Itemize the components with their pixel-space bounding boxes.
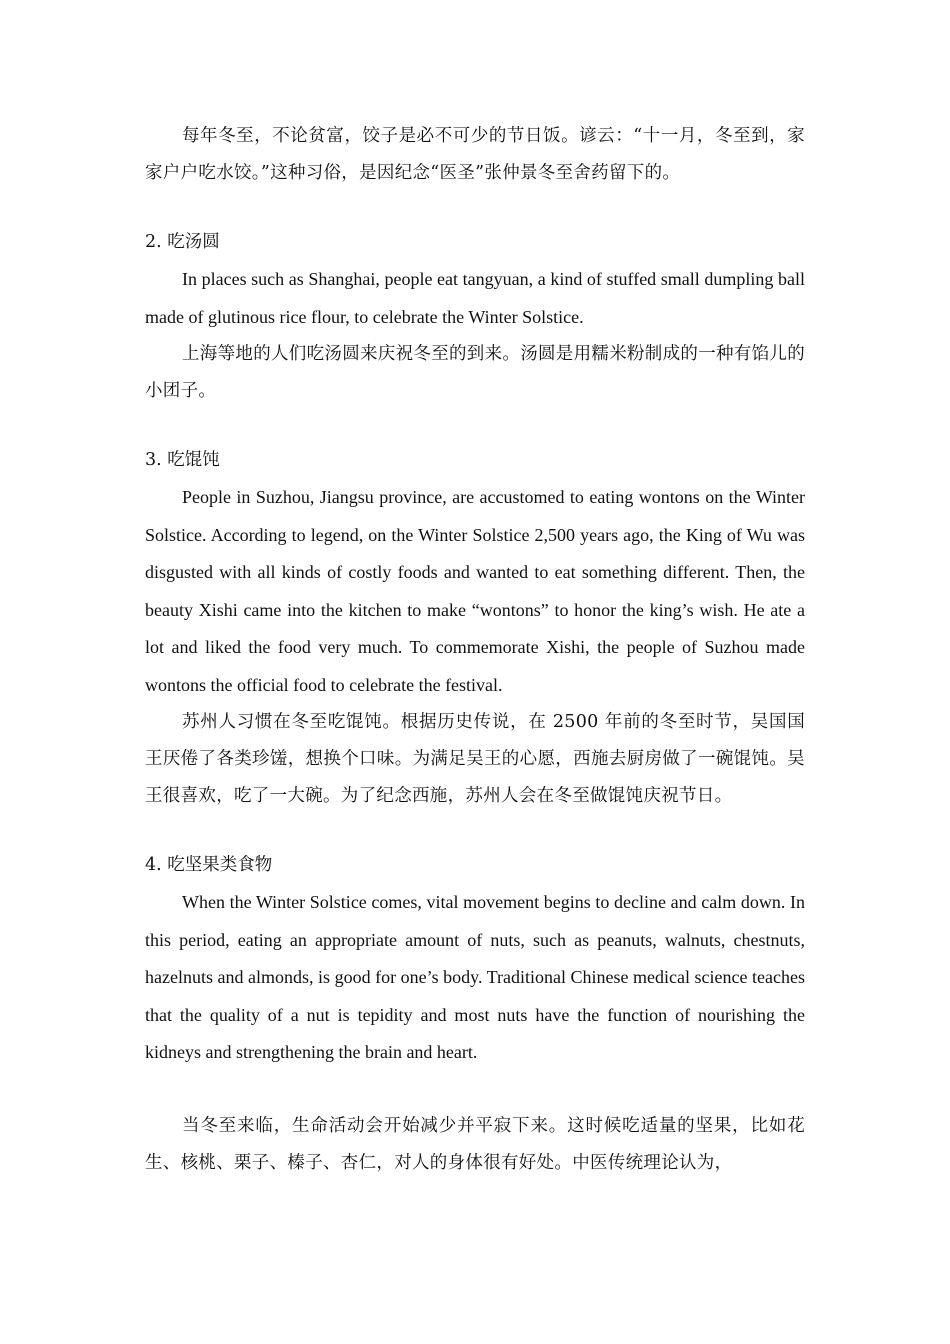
wontons-paragraph-en: People in Suzhou, Jiangsu province, are accustomed to eating wontons on the Winter Solstice. According to legend, on the Winter Solstice 2,500 years ago, the King of Wu was disgusted with all kinds of costly foods and wanted to eat something different. Then, the beauty Xishi came into the kitchen to make “wontons” to honor the king’s wish. He ate a lot and liked the food very much. To commemorate Xishi, the people of Suzhou made wontons the official food to celebrate the festival. bbox=[145, 487, 805, 695]
paragraph-gap bbox=[145, 1072, 805, 1108]
dumplings-paragraph-zh: 每年冬至，不论贫富，饺子是必不可少的节日饭。谚云：“十一月，冬至到，家家户户吃水饺。”这种习俗，是因纪念“医圣”张仲景冬至舍药留下的。 bbox=[145, 126, 805, 183]
tangyuan-paragraph-zh: 上海等地的人们吃汤圆来庆祝冬至的到来。汤圆是用糯米粉制成的一种有馅儿的小团子。 bbox=[145, 344, 805, 401]
wontons-paragraph-zh: 苏州人习惯在冬至吃馄饨。根据历史传说，在 2500 年前的冬至时节，吴国国王厌倦了各类珍馐，想换个口味。为满足吴王的心愿，西施去厨房做了一碗馄饨。吴王很喜欢，吃了一大碗。为了纪念西施，苏州人会在冬至做馄饨庆祝节日。 bbox=[145, 712, 805, 806]
document-page bbox=[145, 118, 805, 1182]
section-heading-nuts: 4. 吃坚果类食物 bbox=[145, 855, 273, 875]
section-heading-tangyuan: 2. 吃汤圆 bbox=[145, 232, 220, 252]
nuts-paragraph-en: When the Winter Solstice comes, vital movement begins to decline and calm down. In this period, eating an appropriate amount of nuts, such as peanuts, walnuts, chestnuts, hazelnuts and almonds, is good for one’s body. Traditional Chinese medical science teaches that the quality of a nut is tepidity and most nuts have the function of nourishing the kidneys and strengthening the brain and heart. bbox=[145, 892, 805, 1062]
tangyuan-paragraph-en: In places such as Shanghai, people eat tangyuan, a kind of stuffed small dumpling ball made of glutinous rice flour, to celebrate the Winter Solstice. bbox=[145, 269, 805, 327]
nuts-paragraph-zh: 当冬至来临，生命活动会开始减少并平寂下来。这时候吃适量的坚果，比如花生、核桃、栗子、榛子、杏仁，对人的身体很有好处。中医传统理论认为， bbox=[145, 1115, 805, 1173]
section-heading-wontons: 3. 吃馄饨 bbox=[145, 450, 220, 470]
